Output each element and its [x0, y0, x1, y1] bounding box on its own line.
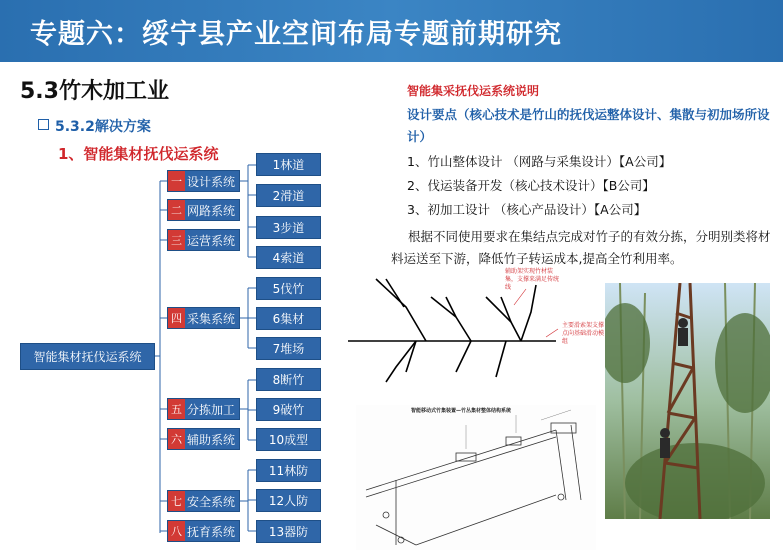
branch-label: 采集系统 [187, 311, 236, 326]
diagram-bottom-title: 智能移动式竹集装置—竹丛集材整体结构系统 [411, 408, 512, 414]
leaf-node: 11林防 [256, 459, 321, 482]
branch-label: 运营系统 [187, 233, 236, 248]
leaf-node: 4索道 [256, 246, 321, 269]
branch-label: 设计系统 [187, 174, 236, 189]
branch-number: 七 [168, 491, 185, 511]
tree-root-node: 智能集材抚伐运系统 [20, 343, 155, 370]
branch-node-network [167, 199, 240, 221]
bamboo-forest-tower-photo [605, 283, 770, 519]
branch-label: 网路系统 [187, 203, 236, 218]
branch-number: 六 [168, 429, 185, 449]
description-paragraph: 根据不同使用要求在集结点完成对竹子的有效分拣，分明别类将材料运送至下游，降低竹子转运成本,提高全竹利用率。 [391, 229, 771, 266]
branch-node-sorting [167, 398, 240, 420]
branch-node-nurture [167, 520, 240, 542]
leaf-node: 12人防 [256, 489, 321, 512]
branch-number: 三 [168, 230, 185, 250]
branch-node-safety [167, 490, 240, 512]
page-title: 专题六：绥宁县产业空间布局专题前期研究 [30, 19, 562, 50]
branch-label: 安全系统 [187, 494, 236, 509]
section-title: 5.3竹木加工业 [20, 79, 169, 104]
branch-node-auxiliary [167, 428, 240, 450]
branch-node-operation [167, 229, 240, 251]
leaf-node: 5伐竹 [256, 277, 321, 300]
design-item: 1、竹山整体设计 （网路与采集设计）【A公司】 [407, 154, 672, 169]
branch-number: 四 [168, 308, 185, 328]
subsection-label: 5.3.2解决方案 [55, 119, 151, 135]
leaf-node: 8断竹 [256, 368, 321, 391]
design-points: 设计要点（核心技术是竹山的抚伐运整体设计、集散与初加场所设计） [407, 107, 770, 144]
branch-label: 抚育系统 [187, 524, 236, 539]
branch-node-design [167, 170, 240, 192]
branch-number: 八 [168, 521, 185, 541]
system-description-title: 智能集采抚伐运系统说明 [407, 84, 540, 98]
branch-number: 一 [168, 171, 185, 191]
technical-structure-diagram [356, 405, 596, 550]
leaf-node: 2滑道 [256, 184, 321, 207]
leaf-node: 6集材 [256, 307, 321, 330]
leaf-node: 1林道 [256, 153, 321, 176]
branch-label: 辅助系统 [187, 432, 236, 447]
branch-number: 二 [168, 200, 185, 220]
design-item: 2、伐运装备开发（核心技术设计）【B公司】 [407, 178, 655, 193]
leaf-node: 10成型 [256, 428, 321, 451]
leaf-node: 3步道 [256, 216, 321, 239]
system-heading: 1、智能集材抚伐运系统 [58, 145, 219, 163]
leaf-node: 9破竹 [256, 398, 321, 421]
diagram-annotation-right: 主要滑索架支撑点向基础滑动模组 [562, 322, 605, 345]
branch-label: 分拣加工 [187, 402, 236, 417]
diagram-annotation-top: 辅助架实现竹材装集，支撑来满足传统线 [505, 268, 560, 291]
leaf-node: 7堆场 [256, 337, 321, 360]
structure-lines [356, 405, 596, 550]
leaf-node: 13器防 [256, 520, 321, 543]
design-item: 3、初加工设计 （核心产品设计）【A公司】 [407, 202, 647, 217]
branch-node-collection [167, 307, 240, 329]
branch-number: 五 [168, 399, 185, 419]
